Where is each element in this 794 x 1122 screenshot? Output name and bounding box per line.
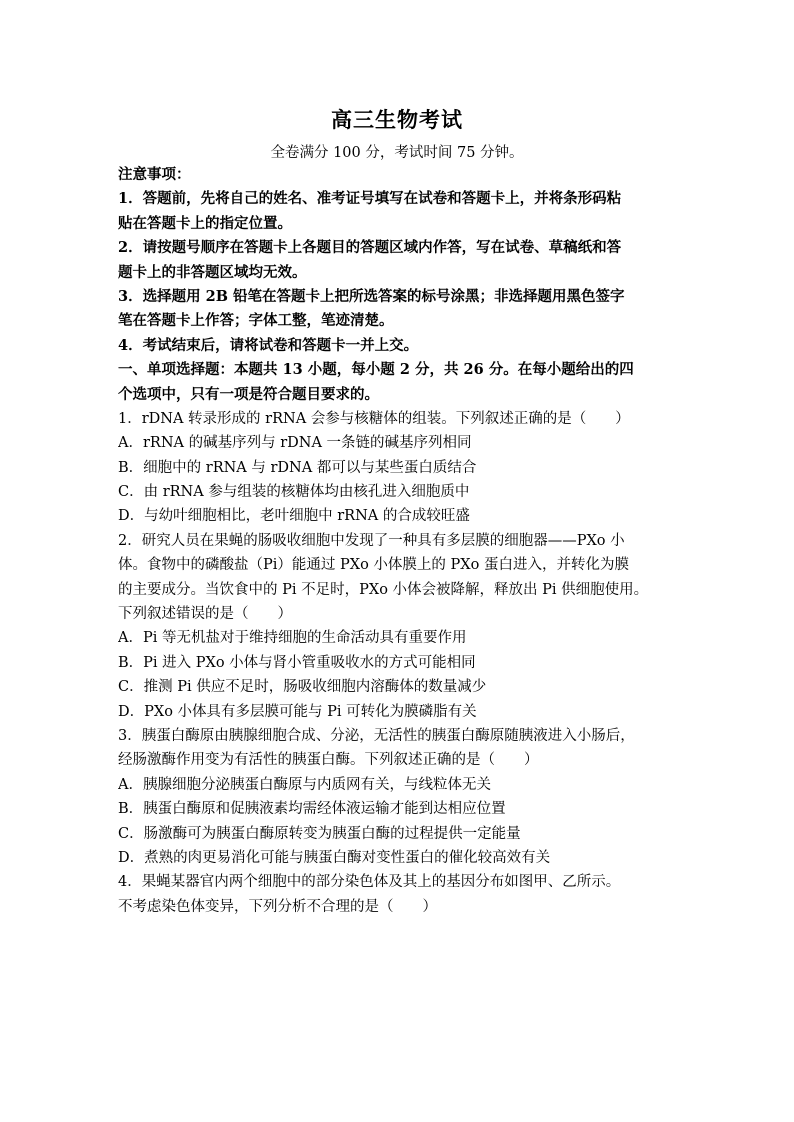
question-4-stem: 4．果蝇某器官内两个细胞中的部分染色体及其上的基因分布如图甲、乙所示。 bbox=[118, 874, 621, 891]
notice-line: 2．请按题号顺序在答题卡上各题目的答题区域内作答，写在试卷、草稿纸和答 bbox=[118, 239, 622, 257]
question-3-option-a: A．胰腺细胞分泌胰蛋白酶原与内质网有关，与线粒体无关 bbox=[118, 776, 491, 793]
notice-heading: 注意事项： bbox=[118, 166, 191, 183]
question-3-option-c: C．肠激酶可为胰蛋白酶原转变为胰蛋白酶的过程提供一定能量 bbox=[118, 825, 521, 842]
question-3-stem: 经肠激酶作用变为有活性的胰蛋白酶。下列叙述正确的是（ ） bbox=[118, 752, 539, 769]
notice-line: 4．考试结束后，请将试卷和答题卡一并上交。 bbox=[118, 336, 419, 354]
notice-block bbox=[118, 187, 678, 358]
question-2-stem: 下列叙述错误的是（ ） bbox=[118, 606, 292, 623]
notice-line: 笔在答题卡上作答；字体工整，笔迹清楚。 bbox=[118, 312, 394, 330]
exam-content bbox=[118, 163, 678, 919]
question-3-option-d: D．煮熟的肉更易消化可能与胰蛋白酶对变性蛋白的催化较高效有关 bbox=[118, 849, 551, 866]
question-list bbox=[118, 407, 678, 919]
question-2-stem: 2．研究人员在果蝇的肠吸收细胞中发现了一种具有多层膜的细胞器——PXo 小 bbox=[118, 532, 625, 549]
notice-line: 贴在答题卡上的指定位置。 bbox=[118, 214, 292, 232]
question-2-option-c: C．推测 Pi 供应不足时，肠吸收细胞内溶酶体的数量减少 bbox=[118, 679, 487, 696]
question-2-option-b: B．Pi 进入 PXo 小体与肾小管重吸收水的方式可能相同 bbox=[118, 654, 476, 671]
question-1-stem: 1．rDNA 转录形成的 rRNA 会参与核糖体的组装。下列叙述正确的是（ ） bbox=[118, 410, 630, 427]
question-2-stem: 体。食物中的磷酸盐（Pi）能通过 PXo 小体膜上的 PXo 蛋白进入，并转化为膜 bbox=[118, 557, 629, 574]
page-title: 高三生物考试 bbox=[331, 107, 463, 132]
section-heading bbox=[118, 358, 678, 407]
question-2-option-a: A．Pi 等无机盐对于维持细胞的生命活动具有重要作用 bbox=[118, 630, 467, 647]
question-1-option-c: C．由 rRNA 参与组装的核糖体均由核孔进入细胞质中 bbox=[118, 484, 470, 501]
question-1-option-d: D．与幼叶细胞相比，老叶细胞中 rRNA 的合成较旺盛 bbox=[118, 508, 470, 525]
question-2-option-d: D．PXo 小体具有多层膜可能与 Pi 可转化为膜磷脂有关 bbox=[118, 703, 477, 720]
section-heading-line: 一、单项选择题：本题共 13 小题，每小题 2 分，共 26 分。在每小题给出的四 bbox=[118, 361, 634, 379]
question-2-stem: 的主要成分。当饮食中的 Pi 不足时，PXo 小体会被降解，释放出 Pi 供细胞使用。 bbox=[118, 581, 649, 598]
question-4-stem: 不考虑染色体变异，下列分析不合理的是（ ） bbox=[118, 898, 437, 915]
question-1-option-a: A．rRNA 的碱基序列与 rDNA 一条链的碱基序列相同 bbox=[118, 435, 472, 452]
question-3-stem: 3．胰蛋白酶原由胰腺细胞合成、分泌，无活性的胰蛋白酶原随胰液进入小肠后， bbox=[118, 727, 635, 744]
question-3-option-b: B．胰蛋白酶原和促胰液素均需经体液运输才能到达相应位置 bbox=[118, 801, 506, 818]
section-heading-line: 个选项中，只有一项是符合题目要求的。 bbox=[118, 385, 379, 403]
exam-info: 全卷满分 100 分，考试时间 75 分钟。 bbox=[270, 145, 524, 161]
notice-line: 1．答题前，先将自己的姓名、准考证号填写在试卷和答题卡上，并将条形码粘 bbox=[118, 190, 622, 208]
notice-line: 3．选择题用 2B 铅笔在答题卡上把所选答案的标号涂黑；非选择题用黑色签字 bbox=[118, 287, 625, 305]
question-1-option-b: B．细胞中的 rRNA 与 rDNA 都可以与某些蛋白质结合 bbox=[118, 459, 477, 476]
notice-line: 题卡上的非答题区域均无效。 bbox=[118, 263, 307, 281]
